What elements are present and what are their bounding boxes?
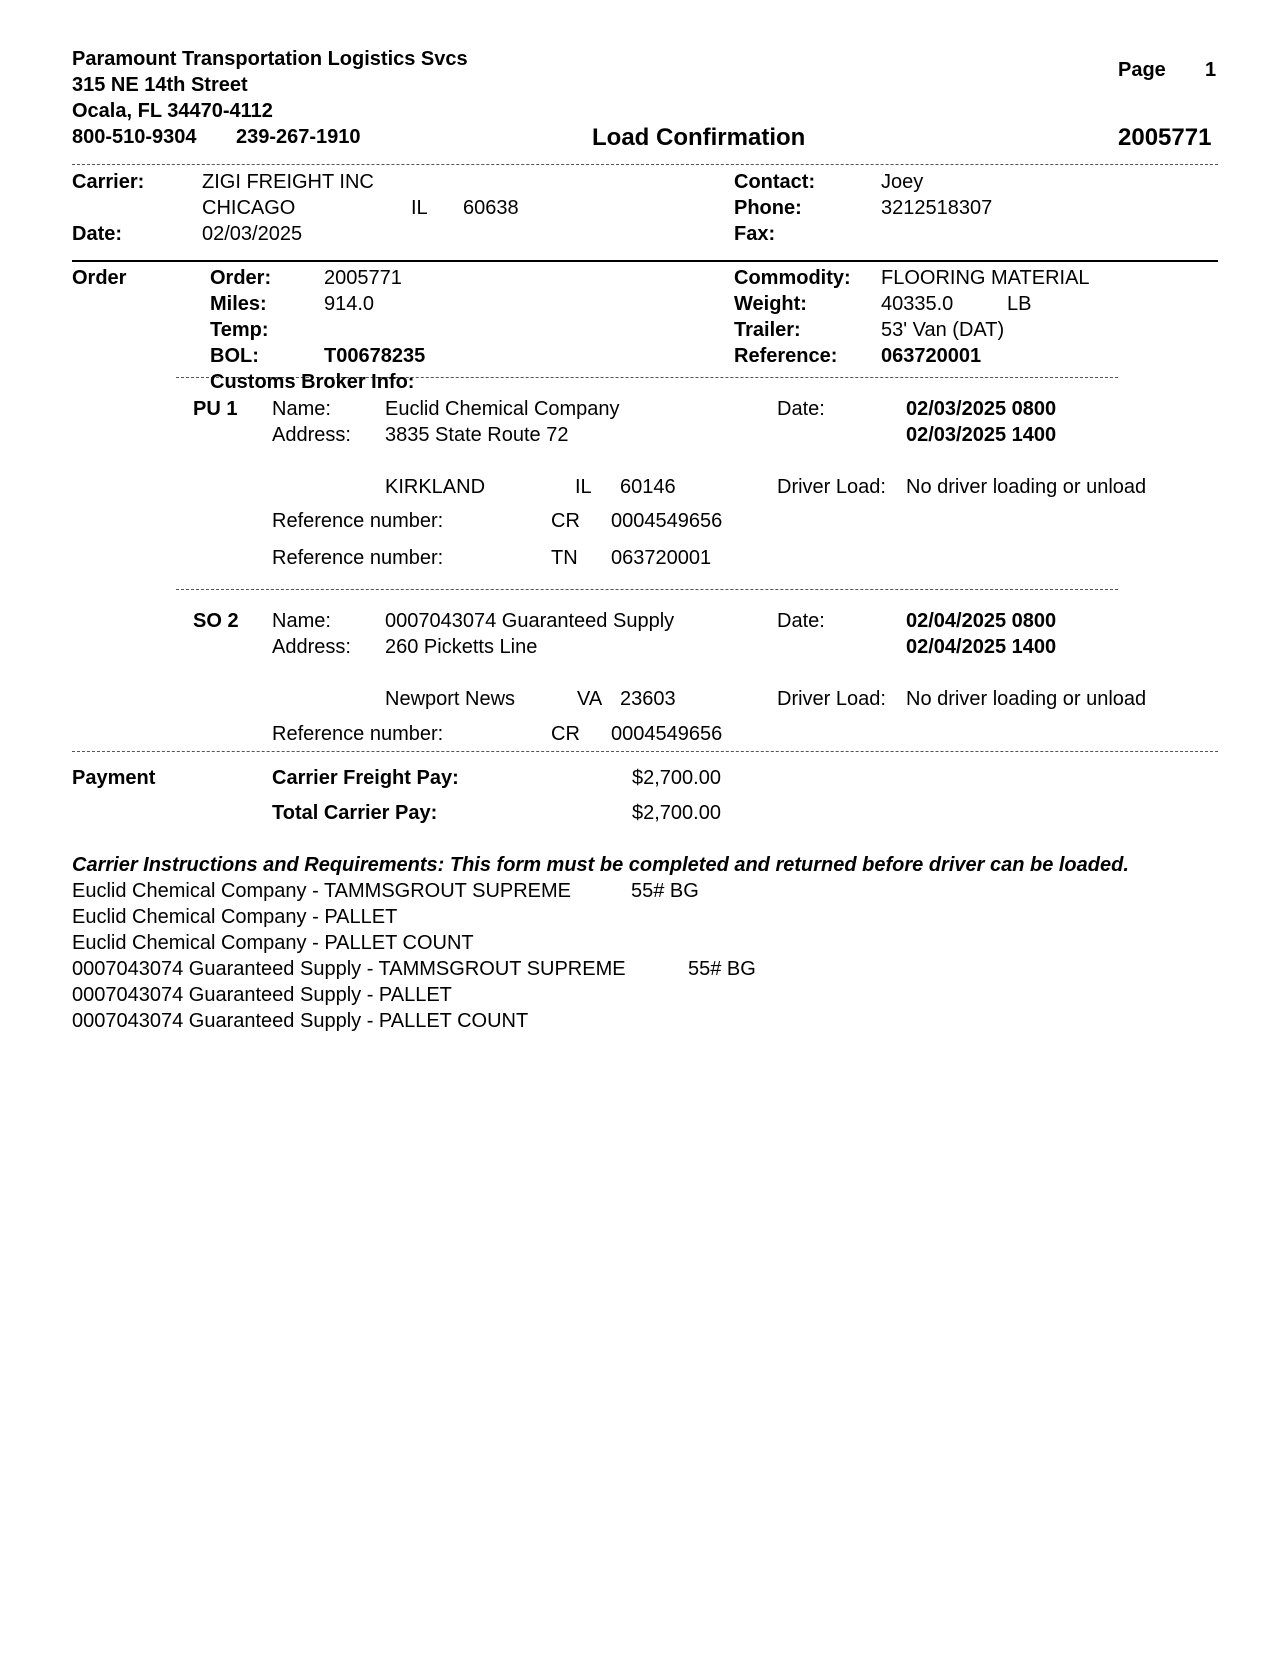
- stop-name-label: Name:: [272, 398, 331, 420]
- trailer-value: 53' Van (DAT): [881, 319, 1005, 341]
- stop-address: 260 Picketts Line: [385, 636, 538, 658]
- phone-label: Phone:: [734, 197, 802, 219]
- stop-code: SO 2: [193, 610, 239, 632]
- reference-value: 063720001: [881, 345, 982, 367]
- carrier-city: CHICAGO: [202, 197, 296, 219]
- reference-type: CR: [551, 510, 580, 532]
- doc-number: 2005771: [1118, 124, 1212, 151]
- reference-number-label: Reference number:: [272, 510, 444, 532]
- order-label: Order:: [210, 267, 272, 289]
- instruction-line: Euclid Chemical Company - PALLET COUNT: [72, 932, 474, 954]
- stop-date-label: Date:: [777, 398, 825, 420]
- company-phone-2: 239-267-1910: [236, 126, 361, 148]
- reference-label: Reference:: [734, 345, 838, 367]
- stop-date-start: 02/03/2025 0800: [906, 398, 1057, 420]
- reference-type: CR: [551, 723, 580, 745]
- instruction-extra: 55# BG: [688, 958, 756, 980]
- freight-pay-label: Carrier Freight Pay:: [272, 767, 459, 789]
- stop-date-label: Date:: [777, 610, 825, 632]
- date-label: Date:: [72, 223, 123, 245]
- stop-address-label: Address:: [272, 636, 351, 658]
- phone-value: 3212518307: [881, 197, 993, 219]
- stop-zip: 60146: [620, 476, 676, 498]
- page-number: 1: [1205, 59, 1217, 81]
- company-name: Paramount Transportation Logistics Svcs: [72, 48, 468, 70]
- instruction-extra: 55# BG: [631, 880, 699, 902]
- stop-city: Newport News: [385, 688, 516, 710]
- stop-date-end: 02/03/2025 1400: [906, 424, 1057, 446]
- reference-type: TN: [551, 547, 578, 569]
- reference-number: 0004549656: [611, 510, 723, 532]
- miles-label: Miles:: [210, 293, 267, 315]
- fax-label: Fax:: [734, 223, 776, 245]
- bol-value: T00678235: [324, 345, 426, 367]
- commodity-value: FLOORING MATERIAL: [881, 267, 1090, 289]
- stop-city: KIRKLAND: [385, 476, 486, 498]
- instruction-line: Euclid Chemical Company - PALLET: [72, 906, 398, 928]
- instructions-heading: Carrier Instructions and Requirements: This form must be completed and returned before driver can be loaded.: [72, 854, 1129, 876]
- bol-label: BOL:: [210, 345, 259, 367]
- stop-date-end: 02/04/2025 1400: [906, 636, 1057, 658]
- stop-state: VA: [577, 688, 603, 710]
- temp-label: Temp:: [210, 319, 269, 341]
- company-street: 315 NE 14th Street: [72, 74, 248, 96]
- stop-name: 0007043074 Guaranteed Supply: [385, 610, 675, 632]
- stop-state: IL: [575, 476, 592, 498]
- stop-date-start: 02/04/2025 0800: [906, 610, 1057, 632]
- stop-address: 3835 State Route 72: [385, 424, 569, 446]
- contact-label: Contact:: [734, 171, 816, 193]
- order-value: 2005771: [324, 267, 402, 289]
- weight-value: 40335.0: [881, 293, 954, 315]
- stop-name: Euclid Chemical Company: [385, 398, 620, 420]
- stop-code: PU 1: [193, 398, 238, 420]
- reference-number-label: Reference number:: [272, 547, 444, 569]
- total-pay-label: Total Carrier Pay:: [272, 802, 438, 824]
- driver-load-label: Driver Load:: [777, 688, 886, 710]
- company-phone-1: 800-510-9304: [72, 126, 197, 148]
- total-pay-value: $2,700.00: [632, 802, 721, 824]
- contact-value: Joey: [881, 171, 924, 193]
- instruction-line: 0007043074 Guaranteed Supply - PALLET: [72, 984, 452, 1006]
- instruction-line: Euclid Chemical Company - TAMMSGROUT SUPREME: [72, 880, 572, 902]
- reference-number-label: Reference number:: [272, 723, 444, 745]
- carrier-state: IL: [411, 197, 428, 219]
- stop-name-label: Name:: [272, 610, 331, 632]
- carrier-label: Carrier:: [72, 171, 145, 193]
- instruction-line: 0007043074 Guaranteed Supply - TAMMSGROUT SUPREME: [72, 958, 626, 980]
- customs-broker-label: Customs Broker Info:: [210, 371, 415, 393]
- driver-load-label: Driver Load:: [777, 476, 886, 498]
- weight-label: Weight:: [734, 293, 807, 315]
- divider: [72, 751, 1218, 752]
- weight-unit: LB: [1007, 293, 1032, 315]
- freight-pay-value: $2,700.00: [632, 767, 721, 789]
- divider: [176, 589, 1118, 590]
- carrier-zip: 60638: [463, 197, 519, 219]
- driver-load-value: No driver loading or unload: [906, 476, 1147, 498]
- miles-value: 914.0: [324, 293, 375, 315]
- instruction-line: 0007043074 Guaranteed Supply - PALLET COUNT: [72, 1010, 529, 1032]
- trailer-label: Trailer:: [734, 319, 801, 341]
- stop-zip: 23603: [620, 688, 676, 710]
- stop-address-label: Address:: [272, 424, 351, 446]
- driver-load-value: No driver loading or unload: [906, 688, 1147, 710]
- doc-title: Load Confirmation: [592, 124, 806, 151]
- page-label: Page: [1118, 59, 1166, 81]
- carrier-name: ZIGI FREIGHT INC: [202, 171, 374, 193]
- section-divider: [72, 260, 1218, 262]
- reference-number: 0004549656: [611, 723, 723, 745]
- payment-section-label: Payment: [72, 767, 156, 789]
- company-city: Ocala, FL 34470-4112: [72, 100, 273, 122]
- commodity-label: Commodity:: [734, 267, 851, 289]
- carrier-date: 02/03/2025: [202, 223, 303, 245]
- divider: [72, 164, 1218, 165]
- order-section-label: Order: [72, 267, 127, 289]
- reference-number: 063720001: [611, 547, 712, 569]
